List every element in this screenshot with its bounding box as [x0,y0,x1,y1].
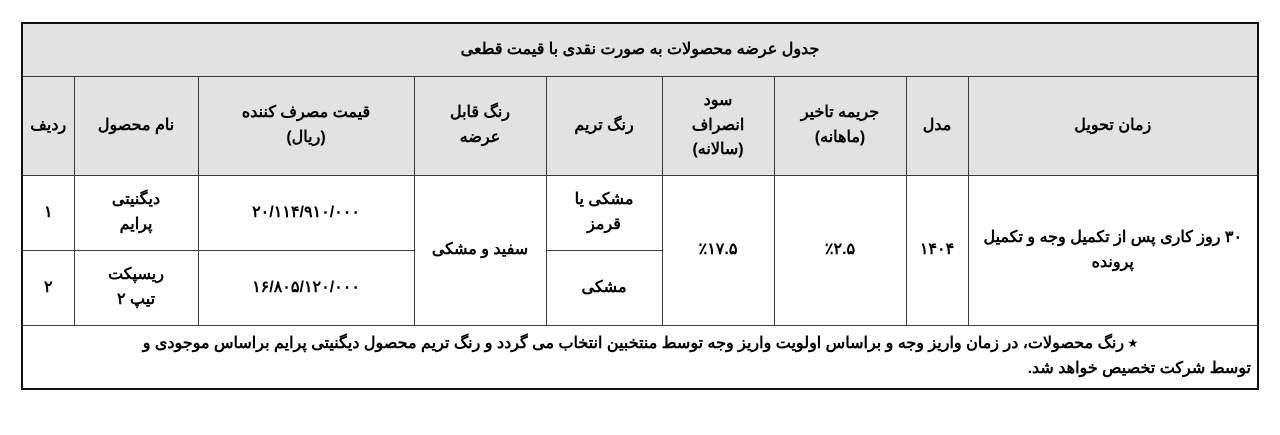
cell-delivery-time [968,176,1258,326]
product-name-line1: دیگنیتی [111,191,161,209]
footnote-line-2: توسط شرکت تخصیص خواهد شد. [1027,359,1252,377]
header-trim-color: رنگ تریم [546,77,662,176]
cell-consumer-price: ۲۰/۱۱۴/۹۱۰/۰۰۰ [198,176,414,251]
product-name-line2: پرایم [119,216,153,233]
trim-color-line2: قرمز [587,216,621,233]
table-title: جدول عرضه محصولات به صورت نقدی با قیمت قطعی [22,23,1258,77]
delivery-line-1: ۳۰ روز کاری پس از تکمیل وجه [1039,228,1243,246]
header-withdrawal-profit-line2: انصراف [691,116,745,134]
footnote-line-1: ٭ رنگ محصولات، در زمان واریز وجه و براساس اولویت واریز وجه توسط منتخبین انتخاب می گردد و رنگ تریم محصول دیگنیتی پرایم براساس موجودی و [142,335,1138,352]
header-withdrawal-profit [662,77,774,176]
product-name-line2: تیپ ۲ [117,291,156,308]
header-model: مدل [906,77,968,176]
table-title-row [22,23,1258,77]
cell-product-name [74,176,198,251]
trim-color-line1: مشکی یا [574,191,634,209]
header-consumer-price [198,77,414,176]
header-delay-penalty-line1: جریمه تاخیر [800,104,880,122]
cell-delay-penalty: ٪۲.۵ [774,176,906,326]
cell-product-name [74,251,198,326]
header-available-color-line1: رنگ قابل [449,104,511,122]
table-footnote-row [22,326,1258,389]
header-delay-penalty [774,77,906,176]
table-header-row [22,77,1258,176]
header-withdrawal-profit-line3: (سالانه) [692,141,744,159]
table-footnote [22,326,1258,389]
cell-trim-color [546,176,662,251]
cell-trim-color: مشکی [546,251,662,326]
header-row-number: ردیف [22,77,74,176]
header-withdrawal-profit-line1: سود [703,91,733,109]
header-delay-penalty-line2: (ماهانه) [814,129,866,146]
header-consumer-price-line2: (ریال) [286,129,326,146]
delivery-line-2: و تکمیل پرونده [983,228,1134,271]
header-consumer-price-line1: قیمت مصرف کننده [241,104,371,122]
header-product-name: نام محصول [74,77,198,176]
cell-model: ۱۴۰۴ [906,176,968,326]
cell-row-number: ۱ [22,176,74,251]
header-delivery-time: زمان تحویل [968,77,1258,176]
table-row [22,176,1258,251]
cell-withdrawal-profit: ٪۱۷.۵ [662,176,774,326]
product-offer-table [21,22,1259,390]
cell-consumer-price: ۱۶/۸۰۵/۱۲۰/۰۰۰ [198,251,414,326]
product-name-line1: ریسپکت [108,266,164,284]
cell-available-color: سفید و مشکی [414,176,546,326]
cell-row-number: ۲ [22,251,74,326]
header-available-color-line2: عرضه [459,129,501,146]
header-available-color [414,77,546,176]
